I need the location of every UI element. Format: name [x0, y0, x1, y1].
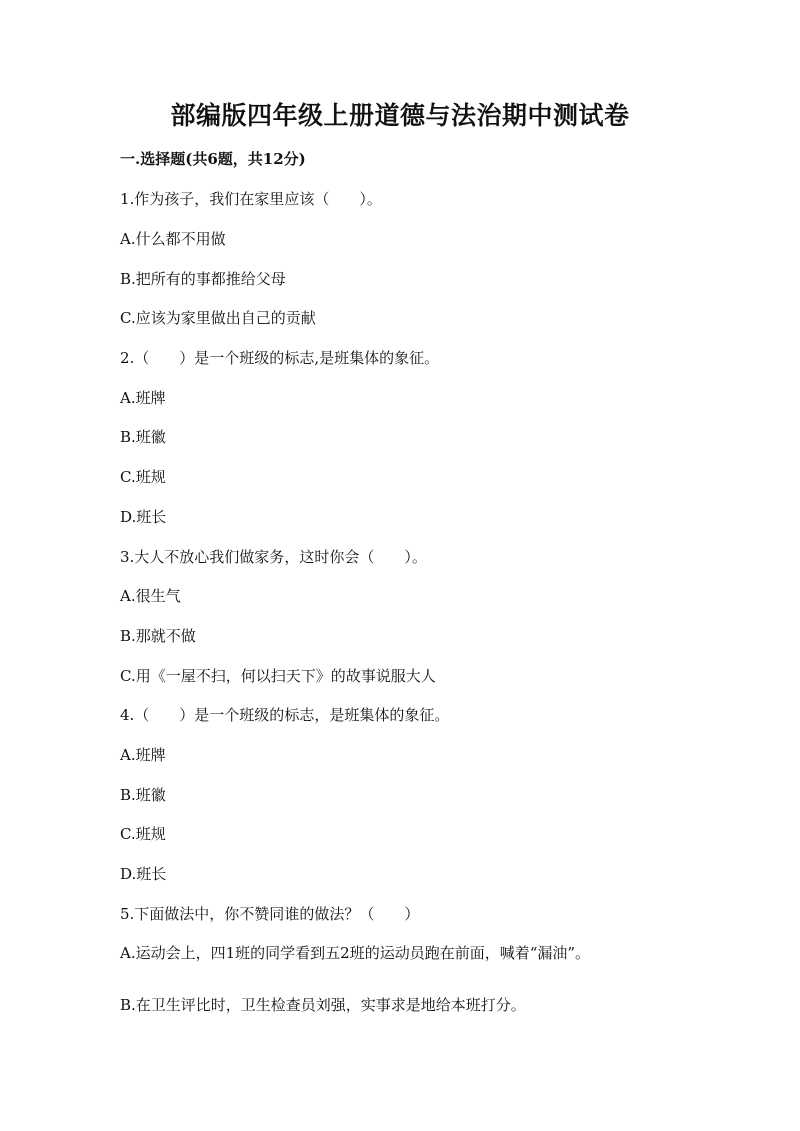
exam-title: 部编版四年级上册道德与法治期中测试卷 [170, 101, 630, 130]
question-4-option-c: C.班规 [120, 825, 166, 843]
question-stem-3: 3.大人不放心我们做家务，这时你会（ ）。 [120, 548, 427, 566]
question-2-option-d: D.班长 [120, 508, 167, 526]
question-stem-1: 1.作为孩子，我们在家里应该（ ）。 [120, 190, 382, 208]
question-4-option-d: D.班长 [120, 865, 167, 883]
question-3-option-c: C.用《一屋不扫，何以扫天下》的故事说服大人 [120, 667, 436, 685]
question-stem-2: 2.（ ）是一个班级的标志,是班集体的象征。 [120, 349, 440, 367]
question-stem-5: 5.下面做法中，你不赞同谁的做法？（ ） [120, 905, 420, 923]
question-1-option-c: C.应该为家里做出自己的贡献 [120, 309, 316, 327]
question-1-option-b: B.把所有的事都推给父母 [120, 270, 286, 288]
question-3-option-a: A.很生气 [120, 587, 181, 605]
question-3-option-b: B.那就不做 [120, 627, 196, 645]
question-5-option-a: A.运动会上，四1班的同学看到五2班的运动员跑在前面，喊着“漏油”。 [120, 944, 591, 962]
question-5-option-b: B.在卫生评比时，卫生检查员刘强，实事求是地给本班打分。 [120, 996, 526, 1014]
question-1-option-a: A.什么都不用做 [120, 230, 226, 248]
question-2-option-c: C.班规 [120, 468, 166, 486]
question-stem-4: 4.（ ）是一个班级的标志，是班集体的象征。 [120, 706, 450, 724]
question-4-option-b: B.班徽 [120, 786, 166, 804]
question-2-option-a: A.班牌 [120, 389, 166, 407]
question-4-option-a: A.班牌 [120, 746, 166, 764]
question-2-option-b: B.班徽 [120, 428, 166, 446]
section-heading: 一.选择题(共6题，共12分) [120, 150, 306, 168]
